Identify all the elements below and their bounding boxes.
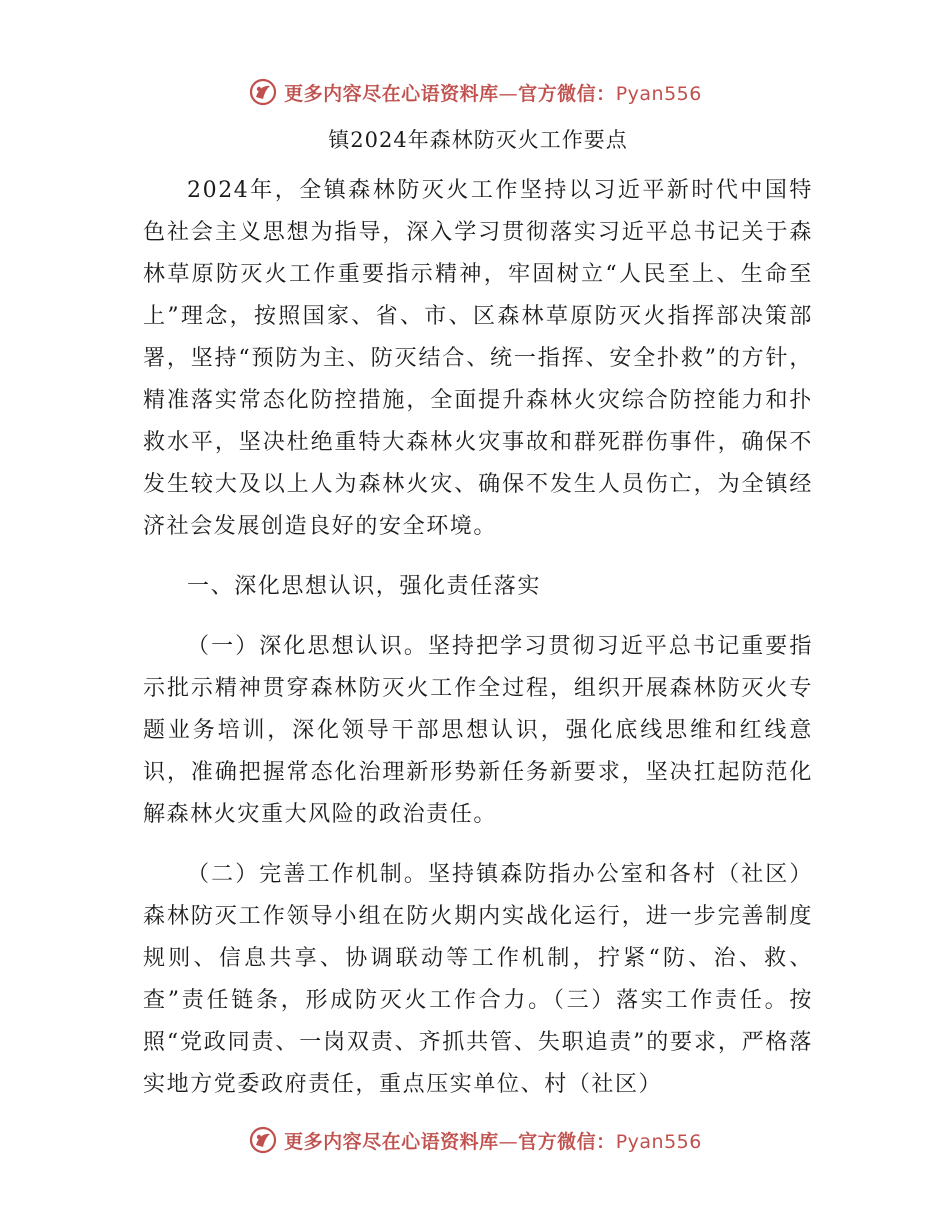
watermark-contact-id: Pyan556 bbox=[615, 82, 702, 105]
section-heading-1: 一、深化思想认识，强化责任落实 bbox=[187, 574, 542, 599]
document-body bbox=[143, 118, 813, 1124]
watermark-text bbox=[284, 79, 702, 106]
paragraph-item-2: （二）完善工作机制。坚持镇森防指办公室和各村（社区）森林防灭工作领导小组在防火期内实战化运行，进一步完善制度规则、信息共享、协调联动等工作机制，拧紧“防、治、救、查”责任链条，形成防灭火工作合力。（三）落实工作责任。按照“党政同责、一岗双责、齐抓共管、失职追责”的要求，严格落实地方党委政府责任，重点压实单位、村（社区） bbox=[143, 862, 813, 1097]
watermark-text-bottom bbox=[284, 1127, 702, 1154]
watermark-contact-label-bottom: 官方微信： bbox=[518, 1130, 616, 1153]
watermark-banner-inner-bottom bbox=[248, 1125, 702, 1155]
document-title: 镇2024年森林防灭火工作要点 bbox=[328, 128, 628, 152]
watermark-banner-top bbox=[0, 72, 950, 112]
watermark-brand-bottom: 更多内容尽在心语资料库 bbox=[284, 1130, 499, 1153]
brand-logo-icon bbox=[248, 1125, 278, 1155]
watermark-separator-bottom: — bbox=[498, 1130, 519, 1153]
watermark-banner-bottom bbox=[0, 1120, 950, 1160]
watermark-banner-inner bbox=[248, 77, 702, 107]
watermark-contact-id-bottom: Pyan556 bbox=[615, 1130, 702, 1153]
watermark-contact-label: 官方微信： bbox=[518, 82, 616, 105]
brand-logo-icon bbox=[248, 77, 278, 107]
watermark-brand: 更多内容尽在心语资料库 bbox=[284, 82, 499, 105]
paragraph-intro: 2024年，全镇森林防灭火工作坚持以习近平新时代中国特色社会主义思想为指导，深入学习贯彻落实习近平总书记关于森林草原防灭火工作重要指示精神，牢固树立“人民至上、生命至上”理念，按照国家、省、市、区森林草原防灭火指挥部决策部署，坚持“预防为主、防灭结合、统一指挥、安全扑救”的方针，精准落实常态化防控措施，全面提升森林火灾综合防控能力和扑救水平，坚决杜绝重特大森林火灾事故和群死群伤事件，确保不发生较大及以上人为森林火灾、确保不发生人员伤亡，为全镇经济社会发展创造良好的安全环境。 bbox=[143, 178, 813, 539]
paragraph-item-1: （一）深化思想认识。坚持把学习贯彻习近平总书记重要指示批示精神贯穿森林防灭火工作全过程，组织开展森林防灭火专题业务培训，深化领导干部思想认识，强化底线思维和红线意识，准确把握常态化治理新形势新任务新要求，坚决扛起防范化解森林火灾重大风险的政治责任。 bbox=[143, 634, 813, 827]
watermark-separator: — bbox=[498, 82, 519, 105]
